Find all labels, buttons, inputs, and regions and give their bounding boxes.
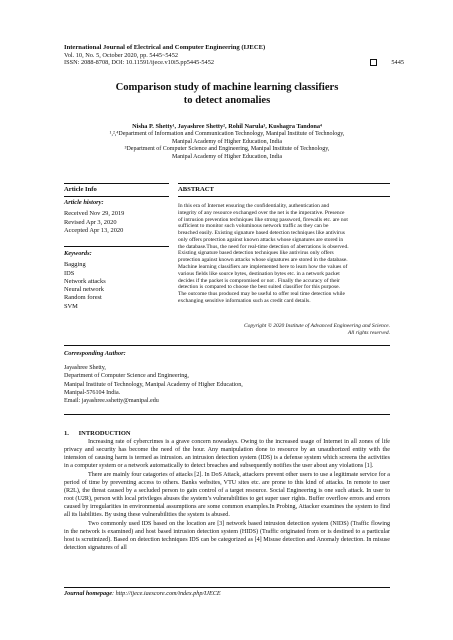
article-info-heading: Article Info — [64, 186, 97, 193]
journal-name: International Journal of Electrical and Computer Engineering (IJECE) — [64, 44, 266, 51]
author-inst: Manipal Institute of Technology, Manipal Academy of Higher Education, — [64, 381, 243, 388]
affiliation-line: ¹,²,⁴Department of Information and Communication Technology, Manipal Institute of Technology, — [109, 131, 345, 137]
divider — [64, 345, 390, 346]
affiliation-line: Manipal Academy of Higher Education, India — [172, 138, 282, 145]
divider — [178, 196, 390, 197]
corresponding-heading: Corresponding Author: — [64, 350, 126, 357]
keyword: IDS — [64, 269, 75, 277]
divider — [64, 196, 169, 197]
abstract-line: decides if the packet is compromised or not . Finally the accuracy of their — [178, 277, 340, 284]
keyword: SVM — [64, 302, 78, 310]
journal-issn: ISSN: 2088-8708, DOI: 10.11591/ijece.v10i5.pp5445-5452 — [64, 59, 215, 67]
keywords-block — [64, 250, 169, 311]
journal-header — [64, 44, 404, 67]
keyword: Random forest — [64, 294, 102, 302]
page-number: 5445 — [391, 59, 404, 67]
keyword: Network attacks — [64, 277, 106, 285]
journal-homepage — [64, 590, 221, 597]
divider — [64, 183, 169, 184]
article-history — [64, 199, 169, 235]
journal-volume: Vol. 10, No. 5, October 2020, pp. 5445~5452 — [64, 51, 179, 59]
abstract-line: detection is compared to choose the best suited classifier for this purpose. — [178, 284, 340, 291]
keywords-heading: Keywords: — [64, 250, 92, 257]
divider — [178, 183, 390, 184]
author-city: Manipal-576104 India. — [64, 389, 121, 396]
introduction-body — [64, 438, 390, 552]
affiliation-line: Manipal Academy of Higher Education, India — [172, 153, 282, 160]
homepage-url[interactable]: : http://ijece.iaescore.com/index.php/IJECE — [111, 590, 221, 597]
history-heading: Article history: — [64, 199, 104, 206]
abstract-line: Machine learning classifiers are implemented here to learn how the values of — [178, 264, 348, 271]
copyright-line: All rights reserved. — [347, 329, 390, 336]
abstract-line: various fields like source bytes, destination bytes etc. in a network packet — [178, 270, 340, 277]
title-line: Comparison study of machine learning classifiers — [115, 82, 339, 93]
paragraph: There are mainly four catagories of attacks [2]. In DoS Attack, attackers prevent other users to use a legitimate service for a period of time by preventing access to others. Banks websites, VTU sites etc. are prone to this kind of attacks. In remote to user (R2L), the threat caused by a secluded person to gain control of a target resource. Social Engineering is one such attack. In user to root (U2R), person with local privileges abuses the system’s vulnerabilities to get super user rights. Buffer overflow errors and errors caused by irregularities in environmental assumptions are some common examples.In Probing, Attacker examines the system to find all its liabilities. By using these vulnerabilities the system is abused. — [64, 471, 390, 519]
section-heading: 1. INTRODUCTION — [64, 430, 131, 437]
paper-title — [64, 82, 390, 107]
abstract-line: exchanging sensitive information such as credit card details. — [178, 297, 311, 304]
abstract-line: In this era of Internet ensuring the confidentiality, authentication and — [178, 203, 330, 209]
divider — [64, 587, 390, 588]
abstract-text — [178, 203, 390, 305]
abstract-line: only offers protection against known attacks whose signatures are stored in — [178, 236, 344, 243]
divider — [64, 246, 169, 247]
accepted-date: Accepted Apr 13, 2020 — [64, 226, 124, 234]
keyword: Neural network — [64, 286, 104, 294]
abstract-line: breached easily. Existing signature based detection techniques like antivirus — [178, 230, 345, 237]
author-email: Email: jayashree.sshetty@manipal.edu — [64, 398, 159, 405]
affiliation-line: ³Department of Computer Science and Engineering, Manipal Institute of Technology, — [124, 146, 330, 152]
paragraph: Two commonly used IDS based on the location are [3] network based intrusion detection system (NIDS) (Traffic flowing in the network is examined) and host based intrusion detection system (HIDS) (Traffic originated from or is destined to a particular host is scrutinized). Based on detection techniques IDS can be categorized as [4] Misuse detection and Anomaly detection. In misuse detection signatures of all — [64, 520, 390, 552]
corresponding-author — [64, 364, 390, 405]
abstract-line: protection against known attacks whose signatures are stored in the database. — [178, 257, 348, 264]
revised-date: Revised Apr 3, 2020 — [64, 218, 117, 226]
author-dept: Department of Computer Science and Engineering, — [64, 373, 189, 380]
keyword: Bagging — [64, 261, 86, 269]
abstract-line: The outcome thus produced may be useful to offer real time detection while — [178, 291, 345, 298]
abstract-line: integrity of any resource exchanged over the net is the imperative. Presence — [178, 209, 345, 216]
abstract-line: of intrusion prevention techniques like strong password, firewalls etc. are not — [178, 216, 348, 223]
abstract-line: Existing signature based detection techniques like antivirus only offers — [178, 250, 334, 257]
abstract-heading: ABSTRACT — [178, 186, 214, 193]
homepage-label: Journal homepage — [64, 590, 112, 597]
paragraph: Increasing rate of cybercrimes is a grave concern nowadays. Owing to the increased usage of Internet in all zones of life privacy and security has become the need of the hour. Any manipulation done to resource by an unauthorized entity with the intension of causing harm is termed as intrusion. an intrusion detection system (IDS) is a defense system which screens the activities in a computer system or a network automatically to detect breaches and subsequently notifies the user about any violations [1]. — [64, 439, 390, 470]
square-icon — [370, 59, 377, 66]
divider — [64, 414, 390, 415]
author-name: Jayashree Shetty, — [64, 365, 106, 371]
abstract-line: the database.Thus, the need for real-time detection of aberrations is observed. — [178, 243, 349, 250]
abstract-line: sufficient to monitor such voluminous network traffic as they can be — [178, 223, 329, 230]
received-date: Received Nov 29, 2019 — [64, 210, 125, 218]
affiliations — [64, 131, 390, 161]
title-line: to detect anomalies — [183, 94, 271, 106]
copyright-line: Copyright © 2020 Institute of Advanced Engineering and Science. — [244, 323, 390, 329]
author-list: Nisha P. Shetty¹, Jayashree Shetty², Rohil Narula³, Kushagra Tandona⁴ — [132, 123, 322, 130]
copyright-notice — [178, 323, 390, 337]
